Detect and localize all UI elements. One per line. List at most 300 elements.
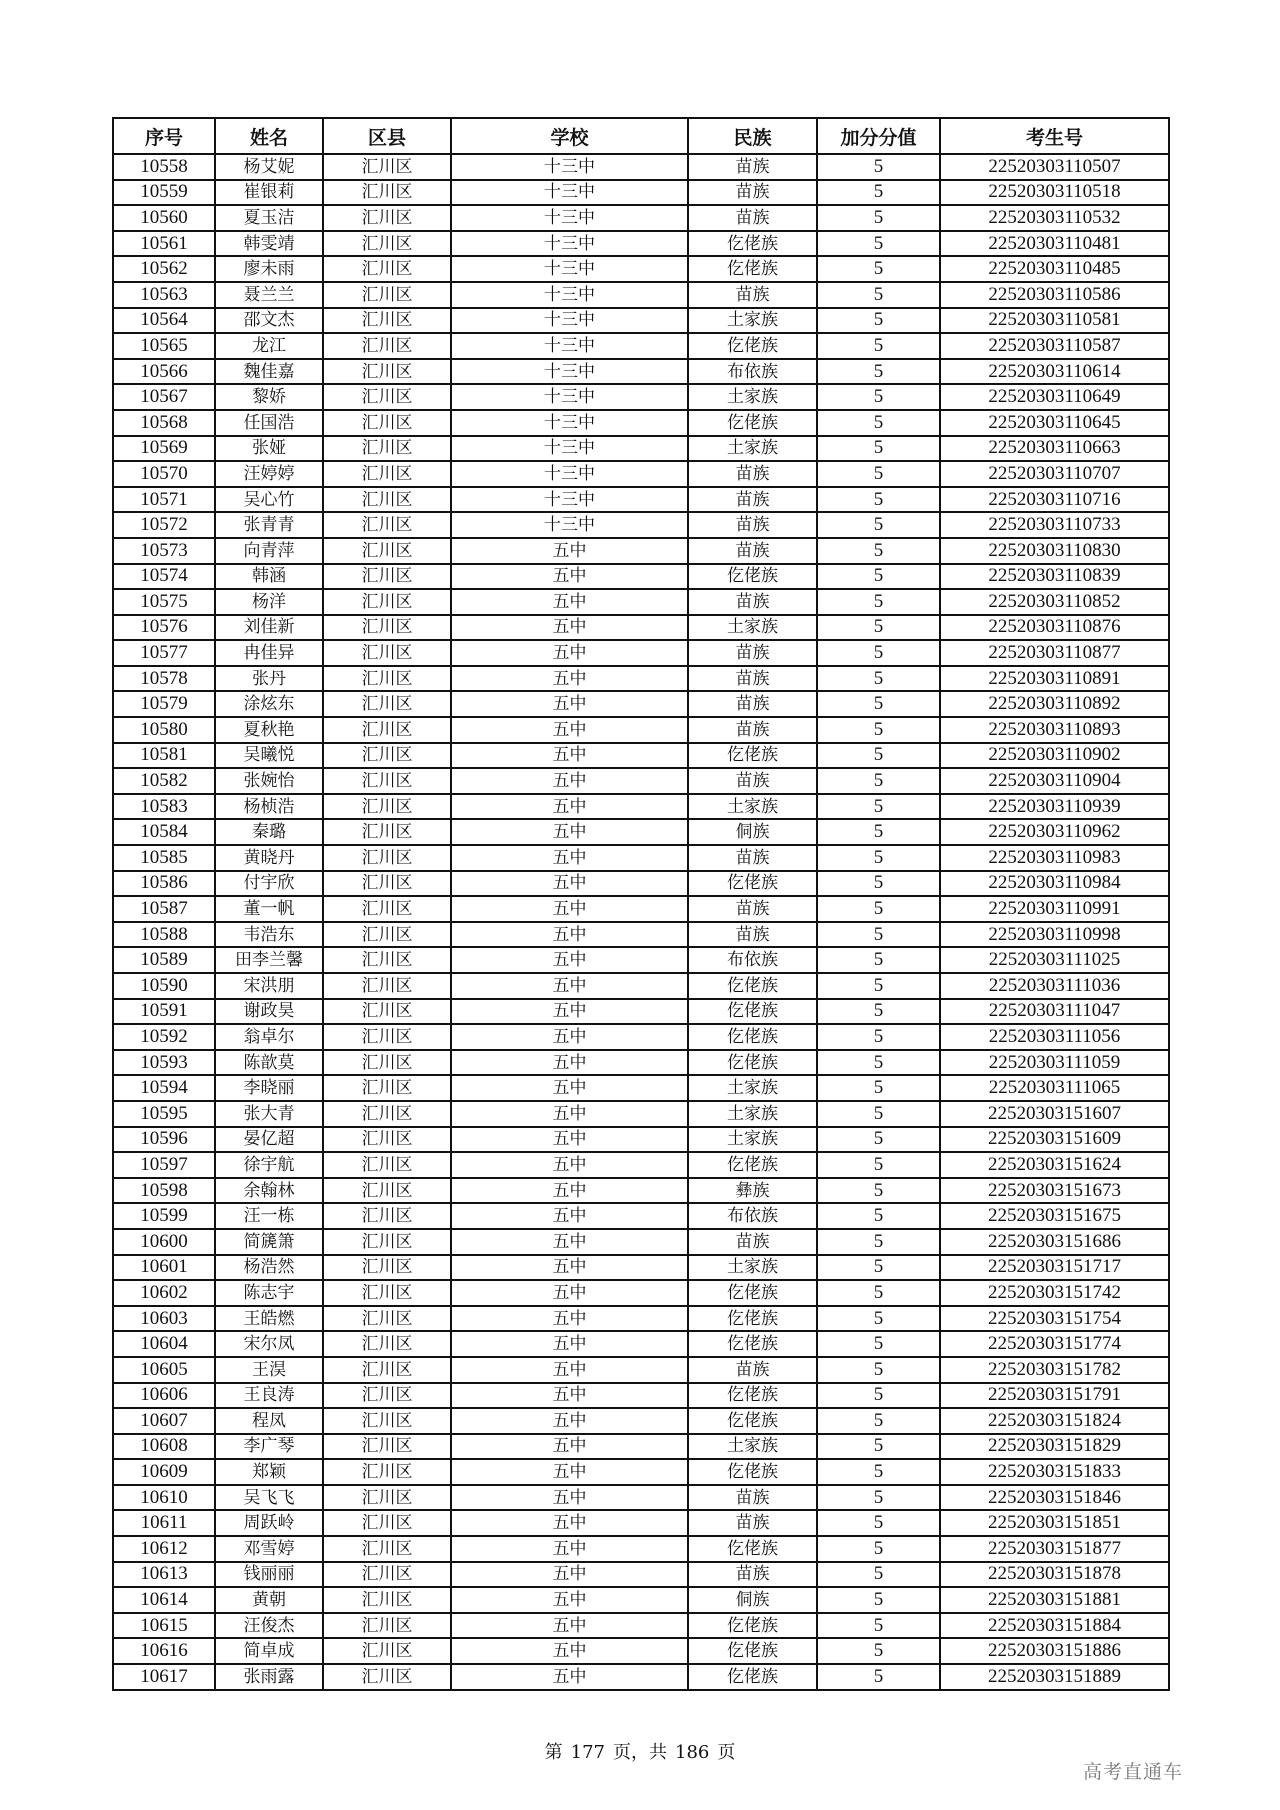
cell-serial: 10593 [113,1050,215,1076]
cell-school: 五中 [451,871,688,897]
cell-candidate-id: 22520303111059 [940,1050,1169,1076]
cell-bonus-points: 5 [817,717,940,743]
cell-district: 汇川区 [323,1306,451,1332]
cell-candidate-id: 22520303110877 [940,640,1169,666]
cell-bonus-points: 5 [817,1203,940,1229]
cell-ethnicity: 土家族 [688,436,817,462]
cell-serial: 10605 [113,1357,215,1383]
cell-bonus-points: 5 [817,1434,940,1460]
cell-school: 十三中 [451,384,688,410]
cell-bonus-points: 5 [817,436,940,462]
cell-district: 汇川区 [323,999,451,1025]
cell-school: 五中 [451,666,688,692]
cell-district: 汇川区 [323,1562,451,1588]
table-row [113,564,1169,590]
cell-bonus-points: 5 [817,1178,940,1204]
cell-school: 五中 [451,717,688,743]
table-row [113,487,1169,513]
cell-candidate-id: 22520303111036 [940,973,1169,999]
cell-district: 汇川区 [323,1510,451,1536]
cell-school: 五中 [451,1562,688,1588]
cell-candidate-id: 22520303110507 [940,154,1169,180]
table-row [113,1510,1169,1536]
cell-school: 十三中 [451,410,688,436]
cell-school: 五中 [451,589,688,615]
cell-school: 五中 [451,1075,688,1101]
cell-name: 吴飞飞 [215,1485,323,1511]
cell-ethnicity: 仡佬族 [688,1024,817,1050]
cell-name: 韩雯靖 [215,231,323,257]
cell-name: 田李兰馨 [215,947,323,973]
cell-bonus-points: 5 [817,845,940,871]
cell-candidate-id: 22520303110663 [940,436,1169,462]
cell-district: 汇川区 [323,1255,451,1281]
cell-district: 汇川区 [323,564,451,590]
cell-district: 汇川区 [323,743,451,769]
table-row [113,1408,1169,1434]
cell-serial: 10606 [113,1383,215,1409]
cell-school: 十三中 [451,205,688,231]
cell-serial: 10594 [113,1075,215,1101]
cell-school: 五中 [451,1459,688,1485]
cell-district: 汇川区 [323,973,451,999]
header-ethnicity: 民族 [688,118,817,154]
cell-district: 汇川区 [323,717,451,743]
cell-school: 五中 [451,1357,688,1383]
cell-serial: 10583 [113,794,215,820]
footer-suffix: 页 [717,1742,736,1763]
cell-serial: 10561 [113,231,215,257]
cell-school: 五中 [451,538,688,564]
cell-serial: 10590 [113,973,215,999]
cell-ethnicity: 土家族 [688,1101,817,1127]
cell-district: 汇川区 [323,1024,451,1050]
cell-school: 五中 [451,1664,688,1690]
cell-bonus-points: 5 [817,1255,940,1281]
table-row [113,1229,1169,1255]
cell-candidate-id: 22520303110984 [940,871,1169,897]
cell-school: 十三中 [451,231,688,257]
cell-bonus-points: 5 [817,384,940,410]
cell-candidate-id: 22520303110649 [940,384,1169,410]
cell-candidate-id: 22520303151624 [940,1152,1169,1178]
cell-school: 五中 [451,896,688,922]
cell-candidate-id: 22520303110614 [940,359,1169,385]
cell-name: 晏亿超 [215,1127,323,1153]
cell-name: 汪俊杰 [215,1613,323,1639]
cell-school: 五中 [451,1203,688,1229]
cell-district: 汇川区 [323,819,451,845]
cell-district: 汇川区 [323,1075,451,1101]
cell-bonus-points: 5 [817,538,940,564]
cell-school: 五中 [451,1510,688,1536]
cell-serial: 10601 [113,1255,215,1281]
cell-candidate-id: 22520303110586 [940,282,1169,308]
cell-bonus-points: 5 [817,1587,940,1613]
table-row [113,461,1169,487]
cell-candidate-id: 22520303111047 [940,999,1169,1025]
cell-ethnicity: 仡佬族 [688,1408,817,1434]
cell-candidate-id: 22520303151851 [940,1510,1169,1536]
cell-school: 五中 [451,947,688,973]
cell-candidate-id: 22520303110716 [940,487,1169,513]
cell-name: 郑颖 [215,1459,323,1485]
cell-candidate-id: 22520303110587 [940,333,1169,359]
cell-candidate-id: 22520303110983 [940,845,1169,871]
cell-name: 杨艾妮 [215,154,323,180]
cell-school: 五中 [451,1024,688,1050]
cell-serial: 10567 [113,384,215,410]
cell-candidate-id: 22520303110902 [940,743,1169,769]
cell-serial: 10569 [113,436,215,462]
cell-bonus-points: 5 [817,1024,940,1050]
cell-ethnicity: 土家族 [688,1434,817,1460]
cell-district: 汇川区 [323,205,451,231]
cell-bonus-points: 5 [817,640,940,666]
cell-name: 刘佳新 [215,615,323,641]
cell-serial: 10604 [113,1331,215,1357]
cell-school: 五中 [451,1331,688,1357]
cell-bonus-points: 5 [817,1075,940,1101]
cell-candidate-id: 22520303110998 [940,922,1169,948]
cell-district: 汇川区 [323,282,451,308]
cell-candidate-id: 22520303151686 [940,1229,1169,1255]
table-row [113,1331,1169,1357]
cell-ethnicity: 土家族 [688,1255,817,1281]
cell-serial: 10562 [113,256,215,282]
cell-serial: 10613 [113,1562,215,1588]
table-row [113,819,1169,845]
cell-name: 徐宇航 [215,1152,323,1178]
cell-ethnicity: 苗族 [688,896,817,922]
table-row [113,589,1169,615]
table-row [113,1613,1169,1639]
cell-candidate-id: 22520303151754 [940,1306,1169,1332]
cell-district: 汇川区 [323,1587,451,1613]
cell-candidate-id: 22520303151886 [940,1638,1169,1664]
table-row [113,231,1169,257]
cell-name: 翁卓尔 [215,1024,323,1050]
table-row [113,871,1169,897]
cell-ethnicity: 苗族 [688,487,817,513]
table-row [113,1050,1169,1076]
cell-name: 夏秋艳 [215,717,323,743]
cell-bonus-points: 5 [817,282,940,308]
cell-serial: 10584 [113,819,215,845]
cell-name: 简篪箫 [215,1229,323,1255]
cell-district: 汇川区 [323,922,451,948]
cell-name: 汪婷婷 [215,461,323,487]
cell-school: 五中 [451,1587,688,1613]
cell-serial: 10616 [113,1638,215,1664]
cell-district: 汇川区 [323,1178,451,1204]
cell-serial: 10602 [113,1280,215,1306]
cell-ethnicity: 苗族 [688,666,817,692]
cell-school: 五中 [451,1280,688,1306]
cell-serial: 10576 [113,615,215,641]
cell-serial: 10558 [113,154,215,180]
cell-serial: 10617 [113,1664,215,1690]
cell-school: 十三中 [451,436,688,462]
cell-bonus-points: 5 [817,231,940,257]
cell-ethnicity: 布依族 [688,947,817,973]
cell-district: 汇川区 [323,640,451,666]
cell-candidate-id: 22520303110892 [940,691,1169,717]
header-name: 姓名 [215,118,323,154]
table-row [113,410,1169,436]
table-row [113,538,1169,564]
cell-serial: 10559 [113,180,215,206]
cell-ethnicity: 仡佬族 [688,1331,817,1357]
table-row [113,1203,1169,1229]
cell-school: 五中 [451,1255,688,1281]
cell-serial: 10611 [113,1510,215,1536]
cell-school: 十三中 [451,308,688,334]
cell-school: 五中 [451,1638,688,1664]
cell-district: 汇川区 [323,615,451,641]
cell-bonus-points: 5 [817,1536,940,1562]
cell-school: 十三中 [451,461,688,487]
cell-name: 程凤 [215,1408,323,1434]
cell-name: 杨浩然 [215,1255,323,1281]
cell-name: 李广琴 [215,1434,323,1460]
cell-school: 五中 [451,845,688,871]
cell-serial: 10568 [113,410,215,436]
cell-school: 五中 [451,922,688,948]
table-row [113,436,1169,462]
header-serial: 序号 [113,118,215,154]
cell-ethnicity: 仡佬族 [688,1383,817,1409]
cell-ethnicity: 仡佬族 [688,1459,817,1485]
cell-candidate-id: 22520303151742 [940,1280,1169,1306]
cell-bonus-points: 5 [817,1664,940,1690]
table-row [113,1024,1169,1050]
cell-name: 涂炫东 [215,691,323,717]
cell-serial: 10608 [113,1434,215,1460]
cell-serial: 10595 [113,1101,215,1127]
cell-school: 十三中 [451,180,688,206]
cell-district: 汇川区 [323,512,451,538]
cell-serial: 10599 [113,1203,215,1229]
cell-bonus-points: 5 [817,1127,940,1153]
cell-district: 汇川区 [323,666,451,692]
cell-candidate-id: 22520303110645 [940,410,1169,436]
cell-school: 五中 [451,1383,688,1409]
cell-ethnicity: 仡佬族 [688,1152,817,1178]
footer-prefix: 第 [544,1742,563,1763]
cell-name: 韦浩东 [215,922,323,948]
cell-candidate-id: 22520303110485 [940,256,1169,282]
cell-bonus-points: 5 [817,896,940,922]
table-row [113,512,1169,538]
cell-ethnicity: 仡佬族 [688,410,817,436]
table-row [113,1664,1169,1690]
cell-bonus-points: 5 [817,794,940,820]
cell-bonus-points: 5 [817,1562,940,1588]
cell-school: 五中 [451,1229,688,1255]
table-row [113,922,1169,948]
cell-school: 十三中 [451,154,688,180]
cell-name: 张婉怡 [215,768,323,794]
cell-serial: 10572 [113,512,215,538]
cell-ethnicity: 仡佬族 [688,256,817,282]
header-school: 学校 [451,118,688,154]
cell-district: 汇川区 [323,1536,451,1562]
cell-district: 汇川区 [323,487,451,513]
cell-school: 十三中 [451,256,688,282]
cell-ethnicity: 苗族 [688,461,817,487]
cell-candidate-id: 22520303111025 [940,947,1169,973]
header-district: 区县 [323,118,451,154]
cell-name: 杨桢浩 [215,794,323,820]
cell-school: 五中 [451,768,688,794]
cell-school: 五中 [451,1050,688,1076]
table-row [113,180,1169,206]
cell-school: 五中 [451,999,688,1025]
cell-ethnicity: 苗族 [688,1485,817,1511]
cell-ethnicity: 苗族 [688,180,817,206]
cell-ethnicity: 苗族 [688,512,817,538]
table-body [113,154,1169,1690]
cell-ethnicity: 土家族 [688,794,817,820]
cell-bonus-points: 5 [817,1331,940,1357]
cell-name: 黎娇 [215,384,323,410]
cell-school: 五中 [451,973,688,999]
table-row [113,1587,1169,1613]
cell-district: 汇川区 [323,1357,451,1383]
cell-name: 夏玉洁 [215,205,323,231]
cell-district: 汇川区 [323,1050,451,1076]
cell-candidate-id: 22520303151889 [940,1664,1169,1690]
cell-bonus-points: 5 [817,333,940,359]
table-row [113,256,1169,282]
cell-ethnicity: 苗族 [688,922,817,948]
table-row [113,282,1169,308]
cell-name: 秦璐 [215,819,323,845]
cell-bonus-points: 5 [817,1152,940,1178]
table-row [113,205,1169,231]
cell-ethnicity: 苗族 [688,589,817,615]
cell-ethnicity: 苗族 [688,1357,817,1383]
cell-bonus-points: 5 [817,922,940,948]
table-row [113,1152,1169,1178]
cell-school: 五中 [451,1536,688,1562]
cell-serial: 10588 [113,922,215,948]
cell-district: 汇川区 [323,1408,451,1434]
cell-candidate-id: 22520303110707 [940,461,1169,487]
cell-ethnicity: 仡佬族 [688,1536,817,1562]
cell-district: 汇川区 [323,1434,451,1460]
cell-district: 汇川区 [323,308,451,334]
cell-bonus-points: 5 [817,999,940,1025]
table-row [113,768,1169,794]
table-row [113,1306,1169,1332]
cell-candidate-id: 22520303151881 [940,1587,1169,1613]
cell-district: 汇川区 [323,1664,451,1690]
cell-school: 十三中 [451,359,688,385]
table-row [113,1255,1169,1281]
table-row [113,333,1169,359]
cell-name: 聂兰兰 [215,282,323,308]
table-row [113,359,1169,385]
cell-school: 十三中 [451,282,688,308]
cell-candidate-id: 22520303110830 [940,538,1169,564]
cell-district: 汇川区 [323,1203,451,1229]
cell-district: 汇川区 [323,768,451,794]
cell-school: 五中 [451,691,688,717]
cell-name: 吴心竹 [215,487,323,513]
cell-school: 五中 [451,1178,688,1204]
cell-candidate-id: 22520303151782 [940,1357,1169,1383]
cell-candidate-id: 22520303151877 [940,1536,1169,1562]
cell-district: 汇川区 [323,1229,451,1255]
cell-name: 张娅 [215,436,323,462]
cell-name: 黄晓丹 [215,845,323,871]
cell-bonus-points: 5 [817,1101,940,1127]
cell-district: 汇川区 [323,359,451,385]
cell-ethnicity: 苗族 [688,768,817,794]
cell-ethnicity: 仡佬族 [688,973,817,999]
cell-candidate-id: 22520303110904 [940,768,1169,794]
cell-name: 吴曦悦 [215,743,323,769]
table-header-row [113,118,1169,154]
cell-name: 邓雪婷 [215,1536,323,1562]
table-row [113,640,1169,666]
cell-ethnicity: 土家族 [688,1075,817,1101]
cell-serial: 10560 [113,205,215,231]
cell-bonus-points: 5 [817,973,940,999]
cell-school: 五中 [451,564,688,590]
cell-name: 董一帆 [215,896,323,922]
cell-candidate-id: 22520303110893 [940,717,1169,743]
cell-name: 李晓丽 [215,1075,323,1101]
cell-name: 魏佳嘉 [215,359,323,385]
cell-candidate-id: 22520303151675 [940,1203,1169,1229]
table-row [113,1357,1169,1383]
current-page: 177 [570,1742,605,1763]
cell-district: 汇川区 [323,845,451,871]
cell-serial: 10565 [113,333,215,359]
cell-bonus-points: 5 [817,666,940,692]
cell-serial: 10592 [113,1024,215,1050]
cell-name: 龙江 [215,333,323,359]
cell-serial: 10577 [113,640,215,666]
cell-name: 钱丽丽 [215,1562,323,1588]
cell-district: 汇川区 [323,256,451,282]
cell-ethnicity: 土家族 [688,308,817,334]
table-row [113,384,1169,410]
table-row [113,1434,1169,1460]
cell-ethnicity: 苗族 [688,538,817,564]
cell-ethnicity: 苗族 [688,1229,817,1255]
cell-bonus-points: 5 [817,1229,940,1255]
cell-ethnicity: 苗族 [688,845,817,871]
cell-bonus-points: 5 [817,1357,940,1383]
cell-district: 汇川区 [323,691,451,717]
cell-ethnicity: 侗族 [688,1587,817,1613]
cell-name: 向青萍 [215,538,323,564]
cell-name: 王良涛 [215,1383,323,1409]
cell-candidate-id: 22520303151878 [940,1562,1169,1588]
cell-school: 十三中 [451,512,688,538]
table-row [113,973,1169,999]
cell-name: 杨洋 [215,589,323,615]
cell-bonus-points: 5 [817,1485,940,1511]
cell-serial: 10579 [113,691,215,717]
cell-name: 简卓成 [215,1638,323,1664]
cell-name: 谢政昊 [215,999,323,1025]
cell-serial: 10596 [113,1127,215,1153]
